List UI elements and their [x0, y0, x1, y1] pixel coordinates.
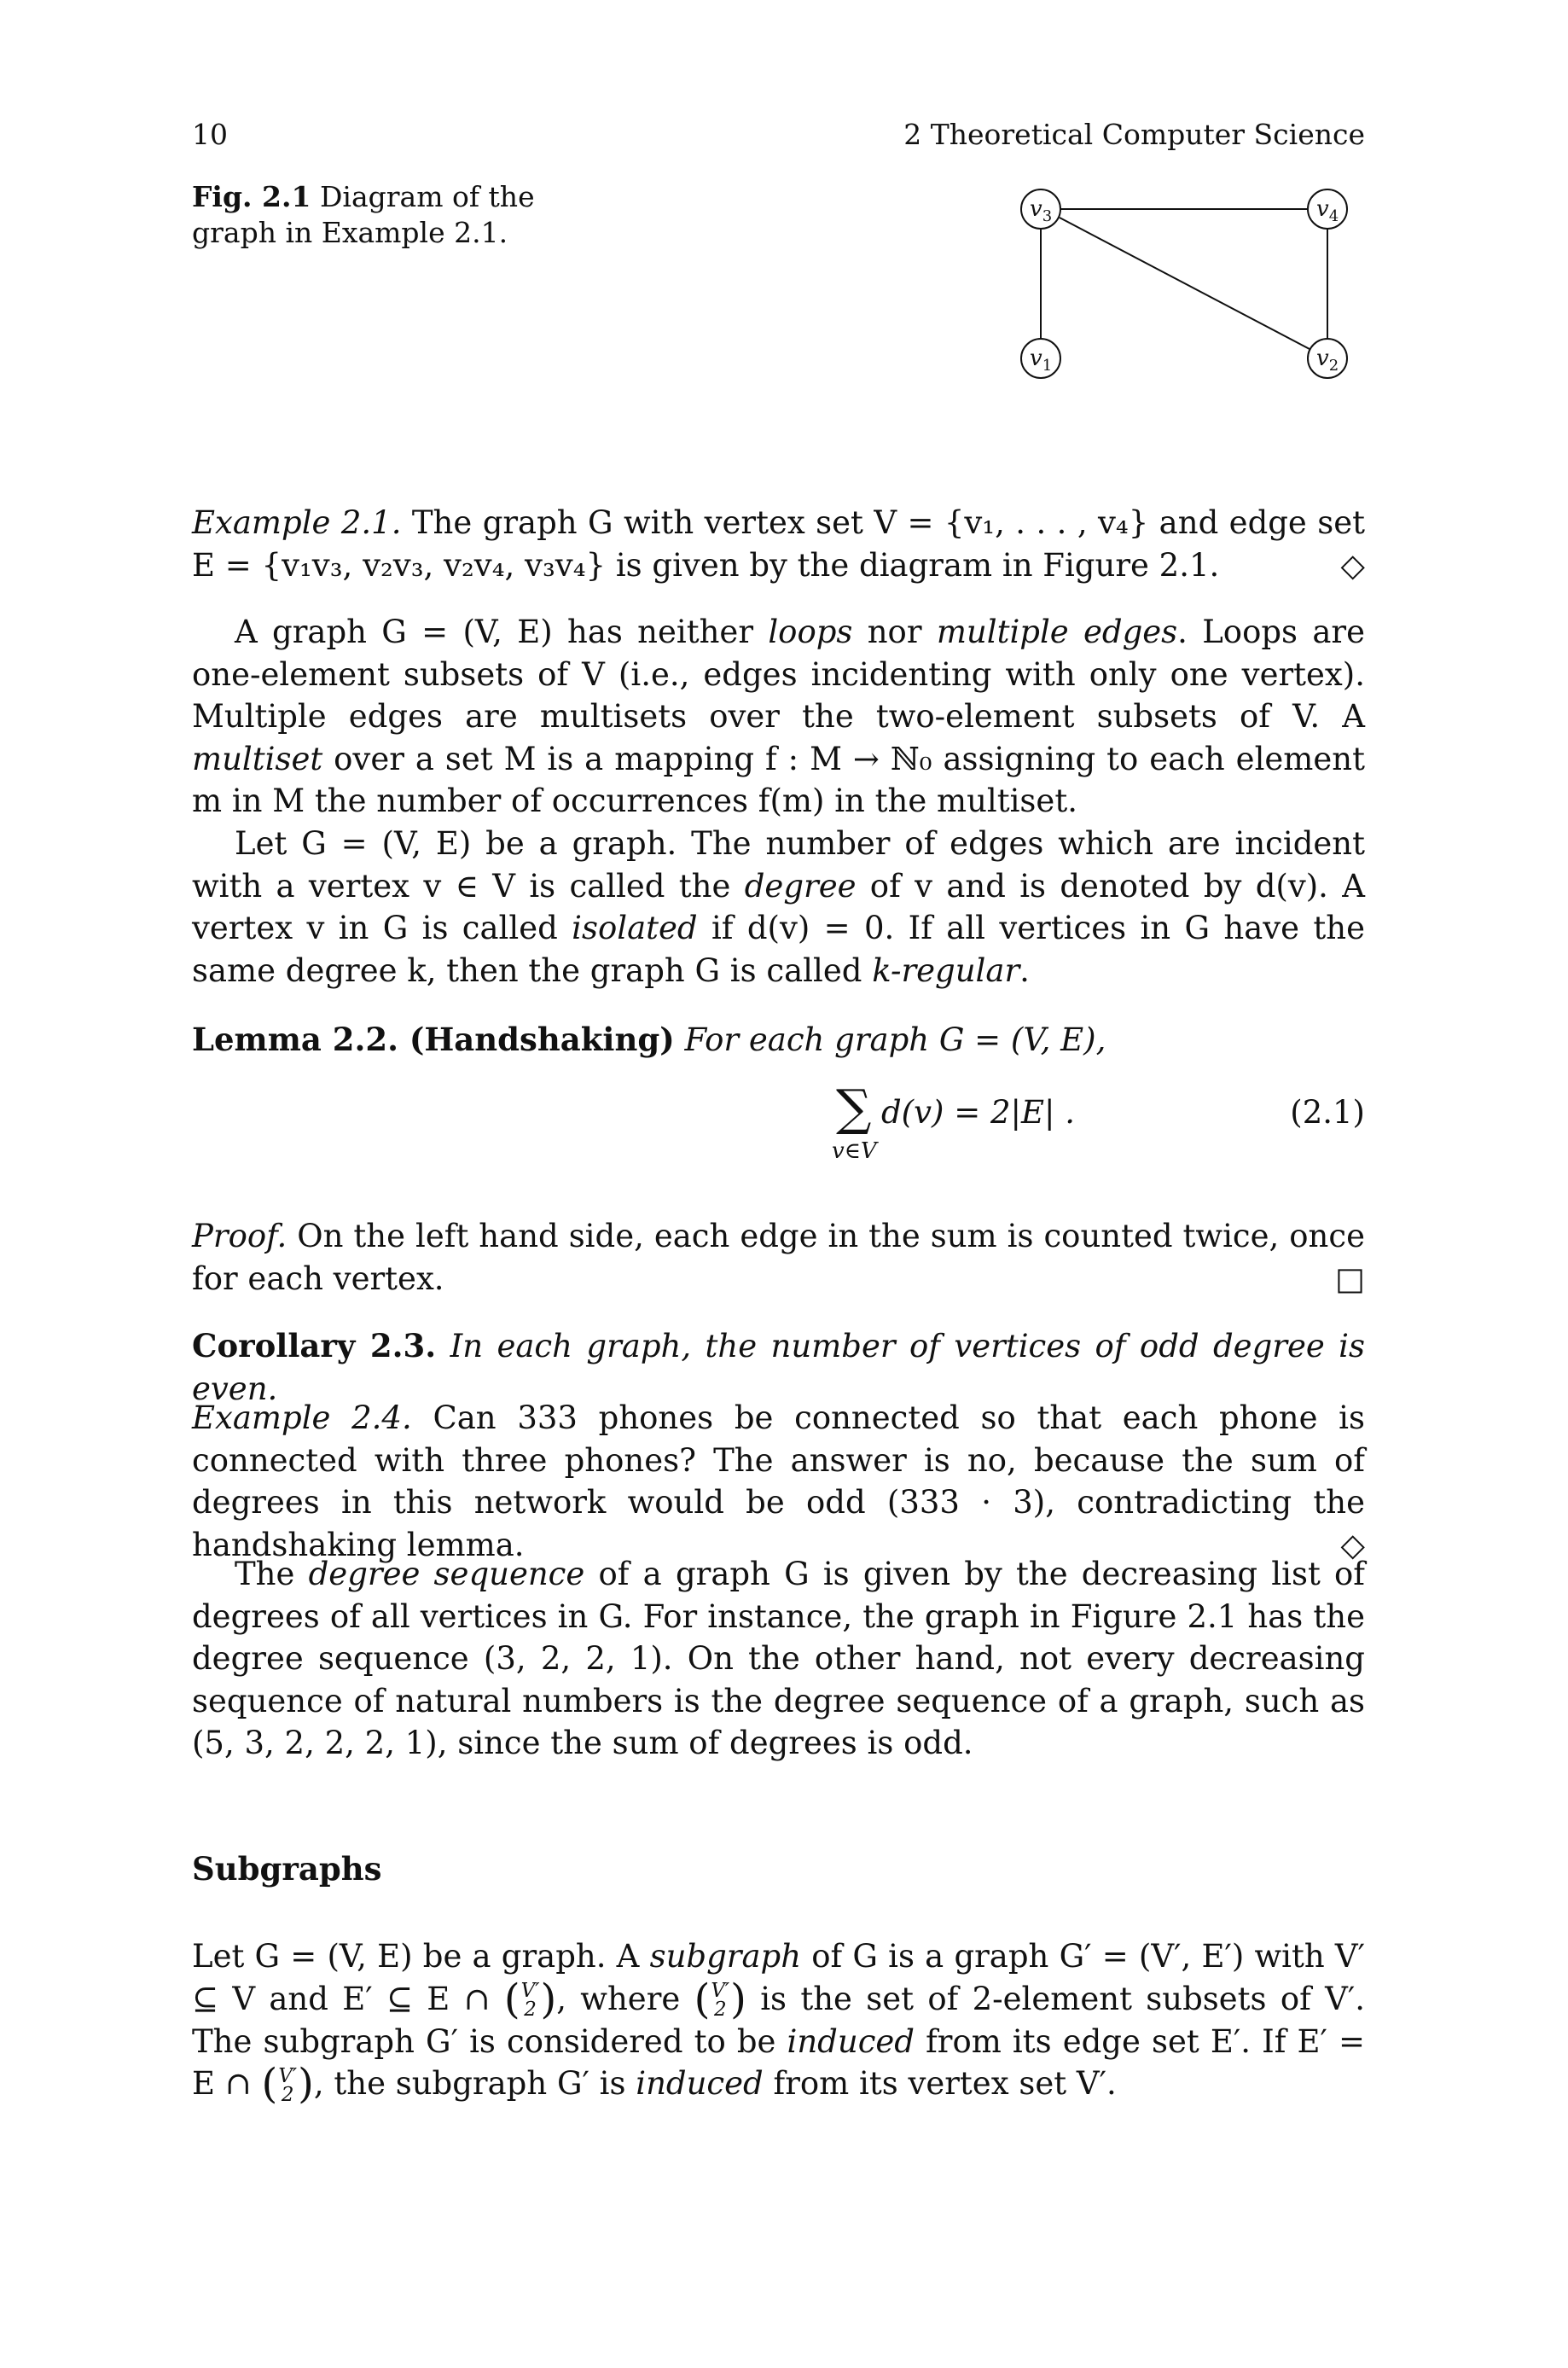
corollary-label: Corollary 2.3. — [192, 1327, 437, 1364]
svg-text:v4: $v_4$ — [1316, 196, 1339, 225]
text: A graph G = (V, E) has neither — [235, 614, 769, 650]
binom-bottom: 2 — [524, 1999, 537, 2021]
equation-2-1 — [192, 1079, 1365, 1186]
edge-v2-v3 — [1060, 218, 1310, 349]
term-multiset: multiset — [192, 740, 323, 777]
text: Let G = (V, E) be a graph. A — [192, 1938, 650, 1975]
term-induced: induced — [636, 2065, 764, 2103]
text: nor — [852, 614, 937, 650]
running-head — [192, 118, 1365, 155]
example-2-4 — [192, 1397, 1365, 1566]
paragraph-degree-sequence — [192, 1553, 1365, 1765]
lemma-text: For each graph G = (V, E), — [684, 1021, 1106, 1058]
figure-caption-text: Diagram of the graph in Example 2.1. — [192, 180, 535, 249]
svg-text:v3: $v_3$ — [1030, 196, 1053, 225]
paragraph-loops — [192, 611, 1365, 823]
binom-bottom: 2 — [281, 2083, 294, 2106]
term-degree-sequence: degree sequence — [308, 1556, 585, 1592]
text: , where — [556, 1980, 694, 2017]
binom-paren: ) — [540, 1975, 557, 2023]
binom-top: V′ — [711, 1980, 730, 2003]
paragraph-subgraphs — [192, 1935, 1365, 2109]
paragraph-degree — [192, 823, 1365, 992]
text: from its vertex set V′. — [763, 2065, 1117, 2103]
example-end-mark: ◇ — [1340, 1526, 1365, 1563]
proof-end-mark: □ — [1335, 1260, 1365, 1297]
svg-text:v2: $v_2$ — [1316, 346, 1339, 375]
binom-bottom: 2 — [713, 1999, 727, 2021]
text: . Loops are one-element subsets of V (i.e., edges incidenting with only one vertex). Multiple edges are multisets over the two-element subsets of V. A — [192, 614, 1365, 735]
page-number: 10 — [192, 118, 228, 151]
section-heading-subgraphs: Subgraphs — [192, 1850, 382, 1888]
binom-top: V′ — [278, 2065, 298, 2088]
sum-index: v∈V — [832, 1138, 877, 1164]
binomial — [278, 2065, 298, 2106]
text: over a set M is a mapping f : M → ℕ₀ assigning to each element m in M the number of occurrences f(m) in the multiset. — [192, 740, 1365, 819]
corollary-text: In each graph, the number of vertices of odd degree is even. — [192, 1328, 1365, 1407]
binom-top: V′ — [520, 1980, 540, 2003]
chapter-title: 2 Theoretical Computer Science — [903, 118, 1365, 151]
example-2-4-text: Can 333 phones be connected so that each phone is connected with three phones? The answer is no, because the sum of degrees in this network would be odd (333 · 3), contradicting the handshaking lemma. — [192, 1399, 1366, 1563]
text: , the subgraph G′ is — [313, 2065, 636, 2103]
binom-paren: ) — [298, 2060, 314, 2109]
text: of G is a graph G′ = (V′, E′) with V′ ⊆ V and E′ ⊆ E ∩ — [192, 1938, 1365, 2017]
figure-label: Fig. 2.1 — [192, 180, 311, 213]
text: is the set of 2-element subsets of V′. The subgraph G′ is considered to be — [192, 1980, 1365, 2060]
text: of a graph G is given by the decreasing list of degrees of all vertices in G. For instance, the graph in Figure 2.1 has the degree sequence (3, 2, 2, 1). On the other hand, not every decreasing sequence of natural numbers is the degree sequence of a graph, such as (5, 3, 2, 2, 2, 1), since the sum of degrees is odd. — [192, 1556, 1365, 1761]
term-k-regular: k-regular — [872, 951, 1020, 989]
text: of v and is denoted by d(v). A vertex v in G is called — [192, 867, 1365, 946]
sigma-symbol: ∑ — [836, 1079, 872, 1137]
example-2-4-label: Example 2.4. — [192, 1399, 412, 1436]
text: if d(v) = 0. If all vertices in G have the same degree k, then the graph G is called — [192, 910, 1365, 989]
example-2-1-label: Example 2.1. — [192, 504, 402, 541]
proof — [192, 1215, 1365, 1300]
binom-paren: ( — [503, 1975, 520, 2023]
vertex-v2 — [1308, 339, 1347, 378]
sum-expression — [640, 1079, 1075, 1178]
term-multiple-edges: multiple edges — [936, 614, 1178, 650]
text: from its edge set E′. If E′ = E ∩ — [192, 2022, 1365, 2103]
vertex-v4 — [1308, 189, 1347, 229]
binomial — [711, 1982, 729, 2020]
term-isolated: isolated — [572, 910, 698, 946]
text: . — [1019, 951, 1030, 989]
term-loops: loops — [768, 614, 853, 650]
binom-paren: ( — [694, 1975, 711, 2023]
equation-number: (2.1) — [1290, 1094, 1365, 1131]
proof-label: Proof. — [192, 1218, 287, 1254]
svg-text:v1: $v_1$ — [1030, 346, 1053, 375]
figure-caption — [192, 179, 567, 251]
binom-paren: ) — [730, 1975, 746, 2023]
vertex-v1 — [1021, 339, 1060, 378]
lemma-label: Lemma 2.2. (Handshaking) — [192, 1021, 675, 1058]
lemma-2-2 — [192, 1019, 1365, 1062]
term-subgraph: subgraph — [649, 1938, 802, 1975]
example-2-1-line1: The graph G with vertex set V = {v₁, . . . , v₄} and edge set — [411, 504, 1365, 541]
equation-rhs: d(v) = 2|E| . — [881, 1094, 1075, 1131]
vertex-v3 — [1021, 189, 1060, 229]
binomial — [521, 1982, 540, 2020]
term-induced: induced — [787, 2022, 915, 2060]
term-degree: degree — [744, 867, 857, 905]
text: The — [235, 1556, 309, 1592]
example-2-1-line2: E = {v₁v₃, v₂v₃, v₂v₄, v₃v₄} is given by the diagram in Figure 2.1. — [192, 546, 1220, 584]
example-2-1 — [192, 502, 1365, 586]
graph-figure — [1007, 175, 1382, 393]
proof-text: On the left hand side, each edge in the sum is counted twice, once for each vertex. — [192, 1218, 1366, 1297]
example-end-mark: ◇ — [1340, 546, 1365, 584]
binom-paren: ( — [261, 2060, 278, 2109]
text: Let G = (V, E) be a graph. The number of edges which are incident with a vertex v ∈ V is called the — [192, 825, 1365, 905]
graph-diagram — [1007, 175, 1382, 393]
